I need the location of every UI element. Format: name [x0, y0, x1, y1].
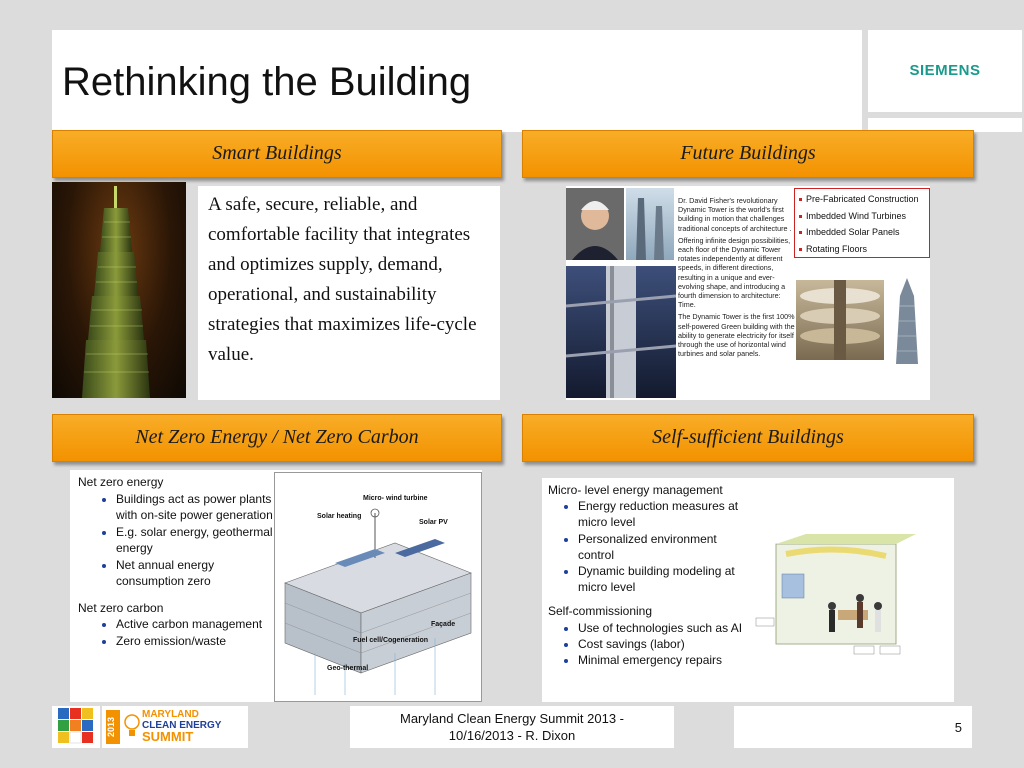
label-wind-turbine: Micro- wind turbine: [363, 495, 428, 502]
tower-render: [890, 276, 924, 364]
page-number-box: [734, 706, 972, 748]
feature-list-box: [794, 188, 930, 258]
self-sufficient-text: [548, 482, 748, 676]
summit-line-1: MARYLAND: [142, 709, 199, 720]
lightbulb-icon: [124, 712, 140, 742]
list-item: • Buildings act as power plants with on-site power generation: [116, 491, 274, 524]
label-fuel-cell: Fuel cell/Cogeneration: [353, 637, 429, 644]
list-item: • Active carbon management: [116, 616, 274, 633]
label-geo-thermal: Geo-thermal: [327, 665, 369, 672]
list-item: • Dynamic building modeling at micro level: [578, 563, 748, 595]
header-future-buildings: Future Buildings: [522, 130, 974, 178]
net-zero-carbon-heading: Net zero carbon: [78, 600, 164, 615]
building-diagram-icon: [275, 473, 481, 701]
summit-line-3: SUMMIT: [142, 729, 194, 744]
label-solar-pv: Solar PV: [419, 519, 448, 526]
list-item: • E.g. solar energy, geothermal energy: [116, 524, 274, 557]
feature-item: Pre-Fabricated Construction: [799, 191, 929, 208]
summit-year: 2013: [106, 710, 120, 744]
tower-render-icon: [890, 276, 924, 364]
footer-text: [350, 710, 674, 744]
rotating-floors-photo: [796, 280, 884, 360]
tower-image: [52, 182, 186, 398]
list-item: • Energy reduction measures at micro level: [578, 498, 748, 530]
feature-item: Imbedded Solar Panels: [799, 224, 929, 241]
self-sufficient-panel: [542, 478, 954, 702]
smart-room-diagram: [746, 514, 950, 664]
title-box: [52, 30, 862, 132]
net-zero-panel: [70, 470, 482, 702]
self-commissioning-heading: Self-commissioning: [548, 604, 653, 619]
twisting-towers-icon: [626, 188, 674, 260]
micro-energy-heading: Micro- level energy management: [548, 483, 723, 497]
tower-desc-1: Dr. David Fisher's revolutionary Dynamic Tower is the world's first building in motion that challenges traditional concepts of architecture .: [678, 196, 792, 233]
footer-line-1: Maryland Clean Energy Summit 2013 -: [400, 711, 624, 726]
label-facade: Façade: [431, 621, 456, 628]
net-zero-energy-heading: Net zero energy: [78, 475, 164, 489]
tower-illustration: [52, 182, 186, 398]
page-number: 5: [954, 720, 962, 735]
summit-line-2: CLEAN ENERGY: [142, 720, 222, 731]
red-bullet-icon: [799, 248, 802, 251]
list-item: • Personalized environment control: [578, 531, 748, 563]
feature-item: Rotating Floors: [799, 241, 929, 258]
list-item: • Zero emission/waste: [116, 633, 274, 650]
tower-interior-photo: [566, 266, 676, 398]
red-bullet-icon: [799, 231, 802, 234]
footer-line-2: 10/16/2013 - R. Dixon: [448, 728, 576, 743]
tower-desc-2: Offering infinite design possibilities, each floor of the Dynamic Tower rotates independently at different speeds, in different directions, resulting in a unique and ever-evolving shape, and introducing a fourth dimension to architecture: Time.: [678, 235, 791, 310]
red-bullet-icon: [799, 215, 802, 218]
list-item: • Cost savings (labor): [578, 636, 748, 652]
slide-title: Rethinking the Building: [62, 60, 472, 104]
rubik-cube-icon: [52, 706, 100, 748]
footer-box: [350, 706, 674, 748]
architect-photo: [566, 188, 624, 260]
list-item: • Use of technologies such as AI: [578, 620, 748, 636]
summit-logo: [102, 706, 248, 748]
list-item: • Net annual energy consumption zero: [116, 557, 274, 590]
siemens-logo: SIEMENS: [909, 62, 981, 79]
architect-portrait-icon: [566, 188, 624, 260]
dynamic-tower-photo: [626, 188, 674, 260]
header-self-sufficient: Self-sufficient Buildings: [522, 414, 974, 462]
smart-description-box: [198, 186, 500, 400]
future-buildings-panel: [566, 186, 930, 400]
net-zero-building-diagram: [274, 472, 482, 702]
logo-box: [868, 30, 1022, 112]
feature-item: Imbedded Wind Turbines: [799, 208, 929, 225]
header-smart-buildings: Smart Buildings: [52, 130, 502, 178]
smart-room-icon: [746, 514, 950, 664]
net-zero-text: [78, 474, 274, 659]
tower-desc-3: The Dynamic Tower is the first 100% self-powered Green building with the ability to generate electricity for itself through the use of horizontal wind turbines and solar panels.: [678, 312, 795, 359]
red-bullet-icon: [799, 198, 802, 201]
rotating-floors-icon: [796, 280, 884, 360]
list-item: • Minimal emergency repairs: [578, 652, 748, 668]
rubik-cube-logo: [52, 706, 100, 748]
smart-description: A safe, secure, reliable, and comfortable facility that integrates and optimizes supply, demand, operational, and sustainability strategies that maximizes life-cycle value.: [208, 194, 477, 365]
dynamic-tower-description: [678, 196, 796, 361]
header-net-zero: Net Zero Energy / Net Zero Carbon: [52, 414, 502, 462]
tower-core-icon: [566, 266, 676, 398]
label-solar-heating: Solar heating: [317, 513, 362, 520]
